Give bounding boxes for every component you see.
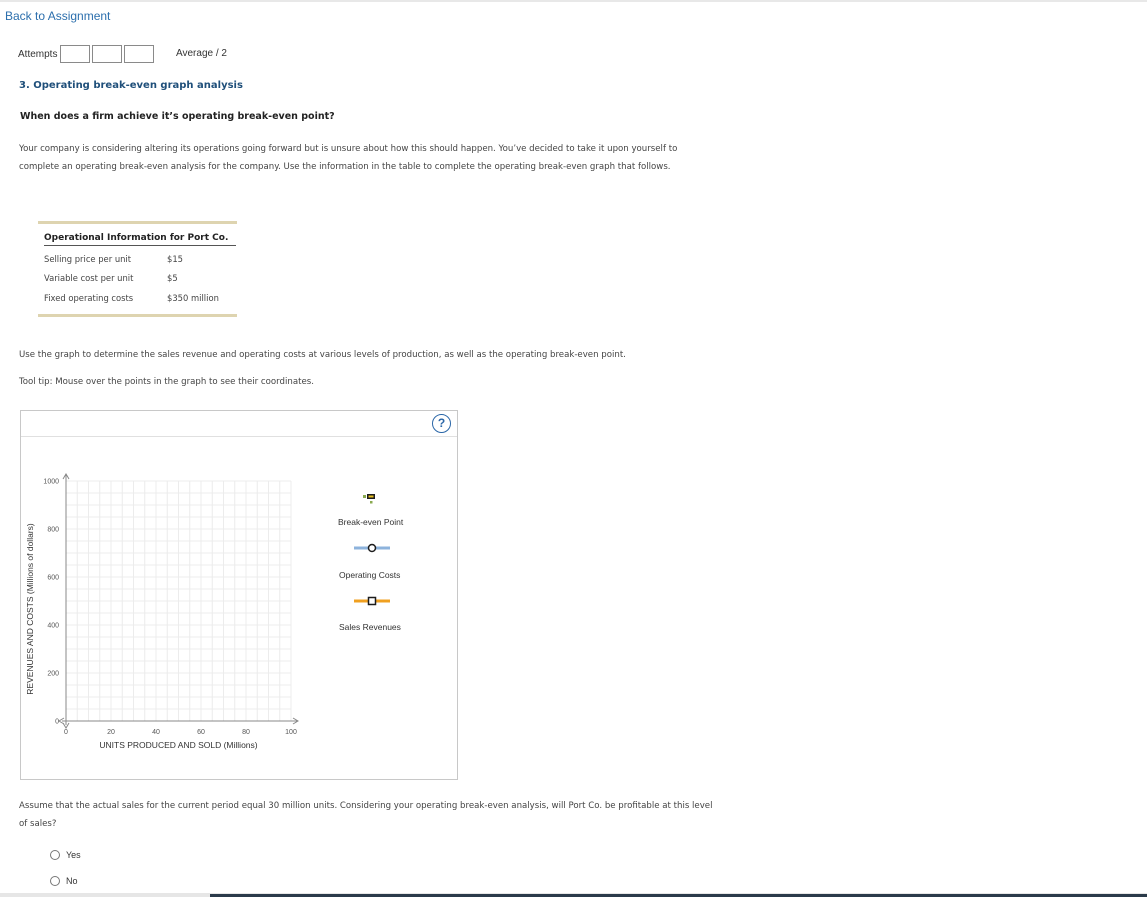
radio-label: No <box>66 876 78 886</box>
x-tick-label: 100 <box>285 729 297 736</box>
legend-label-break-even: Break-even Point <box>338 517 404 527</box>
attempt-box <box>124 45 154 63</box>
back-to-assignment-link[interactable]: Back to Assignment <box>5 9 111 23</box>
table-row-label: Variable cost per unit <box>44 273 134 283</box>
legend-label-sales-revenues: Sales Revenues <box>339 622 401 632</box>
y-tick-label: 1000 <box>43 478 59 486</box>
break-even-chart <box>21 411 457 779</box>
attempts-indicator <box>18 45 156 63</box>
attempt-box <box>60 45 90 63</box>
y-axis-title: REVENUES AND COSTS (Millions of dollars) <box>25 523 35 695</box>
attempt-box <box>92 45 122 63</box>
break-even-point-icon[interactable] <box>363 494 375 504</box>
y-tick-label: 200 <box>47 670 59 678</box>
x-axis-title: UNITS PRODUCED AND SOLD (Millions) <box>99 740 258 750</box>
table-row-label: Selling price per unit <box>44 254 132 264</box>
radio-button[interactable] <box>50 876 60 886</box>
table-title: Operational Information for Port Co. <box>44 233 236 246</box>
legend-break-even-point[interactable] <box>338 494 404 527</box>
radio-option-yes[interactable] <box>50 850 81 860</box>
y-tick-label: 800 <box>47 526 59 534</box>
x-tick-label: 40 <box>152 729 160 736</box>
help-icon[interactable]: ? <box>432 414 451 433</box>
operating-costs-icon[interactable] <box>354 545 390 552</box>
table-row-value: $350 million <box>167 293 219 303</box>
tooltip-hint: Tool tip: Mouse over the points in the graph to see their coordinates. <box>19 377 314 387</box>
attempts-label: Attempts <box>18 48 58 60</box>
intro-paragraph: Your company is considering altering its operations going forward but is unsure about how this should happen. You’ve decided to take it upon yourself to complete an operating break-even analysis for the company. Use the information in the table to complete the operating break-even graph that follows. <box>19 144 678 172</box>
sales-revenues-icon[interactable] <box>354 598 390 605</box>
graph-instruction: Use the graph to determine the sales revenue and operating costs at various levels of production, as well as the operating break-even point. <box>19 350 626 360</box>
table-row-label: Fixed operating costs <box>44 293 134 303</box>
legend-sales-revenues[interactable] <box>339 598 401 633</box>
average-score: Average / 2 <box>176 48 227 59</box>
question-title: 3. Operating break-even graph analysis <box>19 80 243 91</box>
radio-label: Yes <box>66 850 81 860</box>
radio-button[interactable] <box>50 850 60 860</box>
y-tick-label: 0 <box>55 718 59 726</box>
radio-option-no[interactable] <box>50 876 78 886</box>
x-tick-label: 20 <box>107 729 115 736</box>
table-row-value: $15 <box>167 254 183 264</box>
legend-label-operating-costs: Operating Costs <box>339 570 401 580</box>
x-tick-label: 0 <box>64 729 68 736</box>
break-even-graph-panel <box>20 410 458 780</box>
y-tick-label: 600 <box>47 574 59 582</box>
question-heading: When does a firm achieve it’s operating break-even point? <box>20 111 335 122</box>
table-row-value: $5 <box>167 273 178 283</box>
x-tick-label: 60 <box>197 729 205 736</box>
operational-info-table <box>38 221 237 317</box>
followup-question: Assume that the actual sales for the current period equal 30 million units. Considering your operating break-even analysis, will Port Co. be profitable at this level of sales? <box>19 801 713 829</box>
legend-operating-costs[interactable] <box>339 545 400 581</box>
x-tick-label: 80 <box>242 729 250 736</box>
top-border <box>0 0 1147 2</box>
y-tick-label: 400 <box>47 622 59 630</box>
